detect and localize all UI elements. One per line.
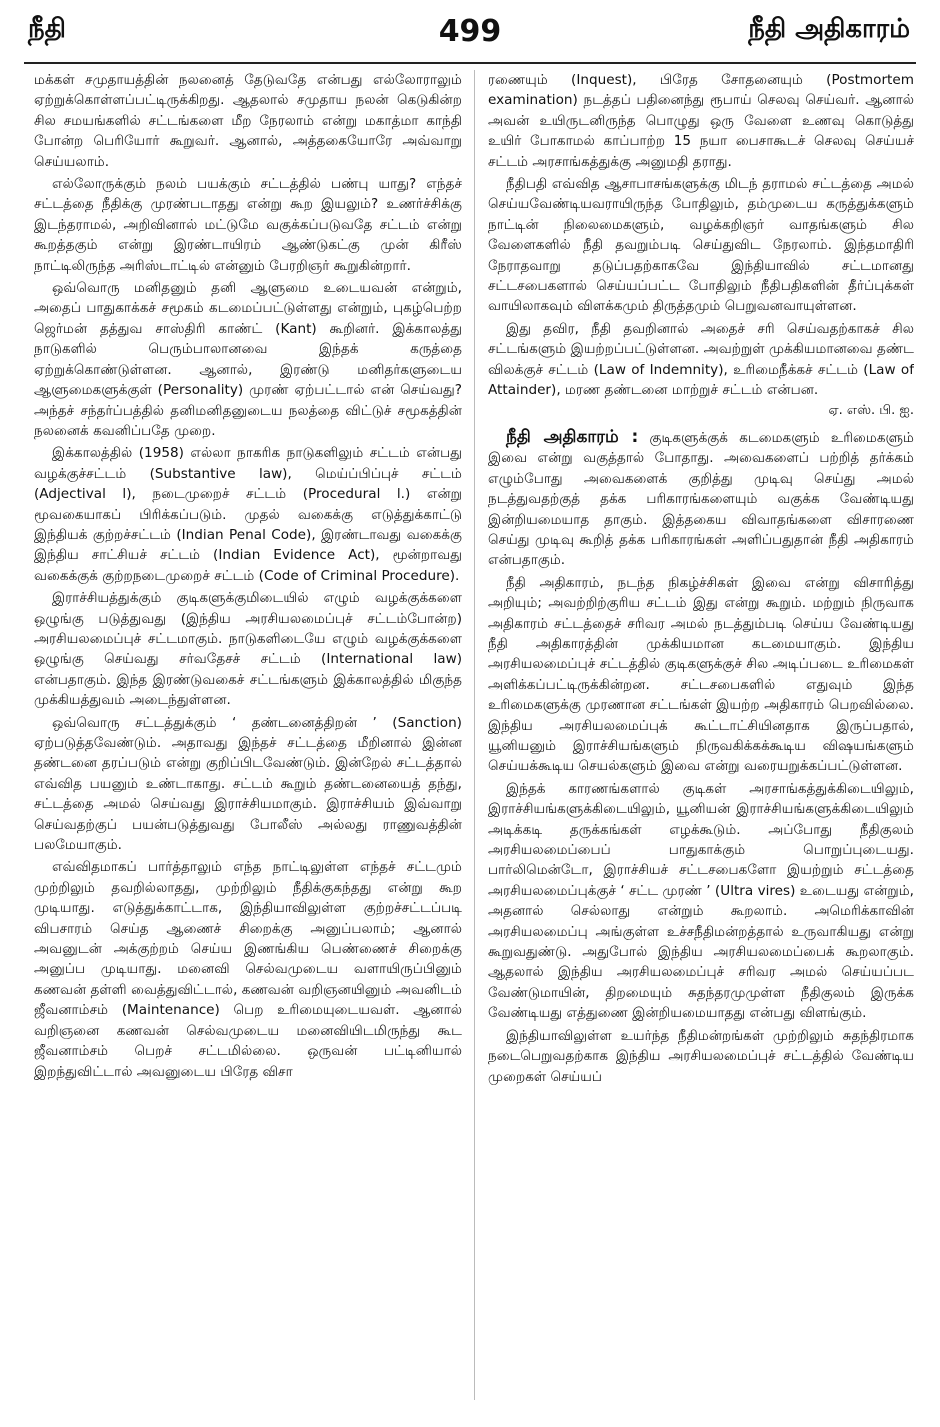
paragraph: இந்தக் காரணங்களால் குடிகள் அரசாங்கத்துக்கிடையிலும், இராச்சியங்களுக்கிடையிலும், யூனியன் இராச்சியங்களுக்கிடையிலும் அடிக்கடி தருக்கங்கள் எழக்கூடும். அப்போது நீதிகுலம் அரசியலமைப்பைப் பாதுகாக்கும் பொறுப்புடையது. பார்லிமென்டோ, இராச்சியச் சட்டசபைகளோ இயற்றும் சட்டத்தை அரசியலமைப்புக்குச் ‘ சட்ட முரண் ’ (Ultra vires) உடையது என்றும், அதனால் செல்லாது என்றும் கூறலாம். அமெரிக்காவின் அரசியலமைப்பு அங்குள்ள உச்சநீதிமன்றத்தால் உருவாகியது என்று கூறுவதுண்டு. அதுபோல் இந்திய அரசியலமைப்பைக் கூறலாகும். ஆதலால் இந்திய அரசியலமைப்புச் சரிவர அமல் செய்யப்பட வேண்டுமாயின், திறமையும் சுதந்தரமுமுள்ள நீதிகுலம் இருக்க வேண்டியது எத்துணை இன்றியமையாதது என்பது விளங்கும். <box>488 780 914 1022</box>
paragraph: இக்காலத்தில் (1958) எல்லா நாகரிக நாடுகளிலும் சட்டம் என்பது வழக்குச்சட்டம் (Substantive law), மெய்ப்பிப்புச் சட்டம் (Adjectival l), நடைமுறைச் சட்டம் (Procedural l.) என்று மூவகையாகப் பிரிக்கப்படும். முதல் வகைக்கு எடுத்துக்காட்டு இந்தியக் குற்றச்சட்டம் (Indian Penal Code), இரண்டாவது வகைக்கு இந்திய சாட்சியச் சட்டம் (Indian Evidence Act), மூன்றாவது வகைக்குக் குற்றநடைமுறைச் சட்டம் (Code of Criminal Procedure). <box>34 445 462 584</box>
paragraph: இராச்சியத்துக்கும் குடிகளுக்குமிடையில் எழும் வழக்குக்களை ஒழுங்கு படுத்துவது (இந்திய அரசியலமைப்புச் சட்டம்போன்ற) அரசியலமைப்புச் சட்டமாகும். நாடுகளிடையே எழும் வழக்குக்களை ஒழுங்கு செய்வது சர்வதேசச் சட்டம் (International law) என்பதாகும். இந்த இரண்டுவகைச் சட்டங்களும் இக்காலத்தில் மிகுந்த முக்கியத்துவம் அடைந்துள்ளன. <box>34 590 462 709</box>
header-rule <box>24 62 916 64</box>
section-paragraph <box>488 427 914 571</box>
left-column <box>34 70 462 1410</box>
paragraph: எல்லோருக்கும் நலம் பயக்கும் சட்டத்தில் பண்பு யாது? எந்தச் சட்டத்தை நீதிக்கு முரண்படாதது என்று கூற இயலும்? உணர்ச்சிக்கு இடந்தராமல், அறிவினால் மட்டுமே வகுக்கப்படுவதே சட்டம் என்று கூறத்தகும் என்று இரண்டாயிரம் ஆண்டுகட்கு முன் கிரீஸ் நாட்டிலிருந்த அரிஸ்டாட்டில் என்னும் பேரறிஞர் கூறுகின்றார். <box>34 176 462 274</box>
running-head-right: நீதி அதிகாரம் <box>748 14 910 44</box>
section-heading: நீதி அதிகாரம் : <box>506 426 639 447</box>
page-number: 499 <box>438 14 502 49</box>
paragraph: ரணையும் (Inquest), பிரேத சோதனையும் (Postmortem examination) நடத்தப் பதினைந்து ரூபாய் செலவு செய்வர். ஆனால் அவன் உயிருடனிருந்த பொழுது ஒரு வேளை உணவு கொடுத்து உயிர் போகாமல் காப்பாற்ற 15 நயா பைசாகூடச் செலவு செய்யச் சட்டம் அரசாங்கத்துக்கு அனுமதி தராது. <box>488 72 914 170</box>
paragraph: நீதிபதி எவ்வித ஆசாபாசங்களுக்கு மிடந் தராமல் சட்டத்தை அமல் செய்யவேண்டியவராயிருந்த போதிலும், தம்முடைய கருத்துக்களும் நாட்டின் நிலைமைகளும், வழக்கறிஞர் வாதங்களும் சில வேளைகளில் நீதி தவறும்படி செய்துவிட நேரலாம். இந்தமாதிரி நேராதவாறு தடுப்பதற்காகவே இந்தியாவில் சட்டமானது சட்டசபைகளால் செய்யப்பட்ட போதிலும் நீதிபதிகளின் தீர்ப்புக்கள் வாயிலாகவும் விளக்கமும் திருத்தமும் பெறுவனவாயுள்ளன. <box>488 176 914 315</box>
page-header <box>0 0 940 62</box>
paragraph: மக்கள் சமுதாயத்தின் நலனைத் தேடுவதே என்பது எல்லோராலும் ஏற்றுக்கொள்ளப்பட்டிருக்கிறது. ஆதலால் சமுதாய நலன் கெடுகின்ற சில சமயங்களில் சட்டங்களை மீற நேரலாம் என்று மகாத்மா காந்தி போன்ற பெரியோர் கூறுவர். ஆனால், அத்தகையோரே அவ்வாறு செய்யலாம். <box>34 72 462 170</box>
paragraph: ஒவ்வொரு சட்டத்துக்கும் ‘ தண்டனைத்திறன் ’ (Sanction) ஏற்படுத்தவேண்டும். அதாவது இந்தச் சட்டத்தை மீறினால் இன்ன தண்டனை தரப்படும் என்று குறிப்பிடவேண்டும். இன்றேல் சட்டத்தால் எவ்வித பயனும் உண்டாகாது. சட்டம் கூறும் தண்டனையைத் தந்து, சட்டத்தை அமல் செய்வது இராச்சியமாகும். இராச்சியம் இவ்வாறு செய்வதற்குப் பயன்படுத்துவது போலீஸ் அல்லது ராணுவத்தின் பலமேயாகும். <box>34 714 462 854</box>
paragraph: நீதி அதிகாரம், நடந்த நிகழ்ச்சிகள் இவை என்று விசாரித்து அறியும்; அவற்றிற்குரிய சட்டம் இது என்று கூறும். மற்றும் நிருவாக அதிகாரம் சட்டத்தைச் சரிவர அமல் நடத்தும்படி செய்ய வேண்டியது நீதி அதிகாரத்தின் முக்கியமான கடமையாகும். இந்திய அரசியலமைப்புச் சட்டத்தில் குடிகளுக்குச் சில அடிப்படை உரிமைகள் அளிக்கப்பட்டிருக்கின்றன. சட்டசபைகளில் எதுவும் இந்த உரிமைகளுக்கு முரணான சட்டங்கள் இயற்ற அதிகாரம் பெறவில்லை. இந்திய அரசியலமைப்புக் கூட்டாட்சியினதாக இருப்பதால், யூனியனும் இராச்சியங்களும் நிருவகிக்கக்கூடிய விஷயங்களும் செய்யக்கூடிய செயல்களும் இவை என்று வரையறுக்கப்பட்டுள்ளன. <box>488 574 914 775</box>
column-divider <box>474 70 475 1400</box>
paragraph: எவ்விதமாகப் பார்த்தாலும் எந்த நாட்டிலுள்ள எந்தச் சட்டமும் முற்றிலும் தவறில்லாதது, முற்றிலும் நீதிக்குகந்தது என்று கூற முடியாது. எடுத்துக்காட்டாக, இந்தியாவிலுள்ள குற்றச்சட்டப்படி விபசாரம் செய்த ஆணைச் சிறைக்கு அனுப்பலாம்; ஆனால் அவனுடன் அக்குற்றம் செய்ய இணங்கிய பெண்ணைச் சிறைக்கு அனுப்ப முடியாது. மனைவி செல்வமுடைய வளாயிருப்பினும் கணவன் தள்ளி வைத்துவிட்டால், கணவன் வறிஞனயினும் அவனிடம் ஜீவனாம்சம் (Maintenance) பெற உரிமையுடையவள். ஆனால் வறிஞனை கணவன் செல்வமுடைய மனைவியிடமிருந்து கூட ஜீவனாம்சம் பெறச் சட்டமில்லை. ஒருவன் பட்டினியால் இறந்துவிட்டால் அவனுடைய பிரேத விசா <box>34 859 462 1080</box>
paragraph: இந்தியாவிலுள்ள உயர்ந்த நீதிமன்றங்கள் முற்றிலும் சுதந்திரமாக நடைபெறுவதற்காக இந்திய அரசியலமைப்புச் சட்டத்தில் வேண்டிய முறைகள் செய்யப் <box>488 1027 914 1085</box>
author-signature: ஏ. எஸ். பி. ஐ. <box>828 402 914 418</box>
paragraph: ஒவ்வொரு மனிதனும் தனி ஆளுமை உடையவன் என்றும், அதைப் பாதுகாக்கச் சமூகம் கடமைப்பட்டுள்ளது என்றும், புகழ்பெற்ற ஜெர்மன் தத்துவ சாஸ்திரி காண்ட் (Kant) கூறினர். இக்காலத்து நாடுகளில் பெரும்பாலானவை இந்தக் கருத்தை ஏற்றுக்கொண்டுள்ளன. ஆனால், இரண்டு மனிதர்களுடைய ஆளுமைகளுக்குள் (Personality) முரண் ஏற்பட்டால் என் செய்வது? அந்தச் சந்தர்ப்பத்தில் தனிமனிதனுடைய நலத்தை விட்டுச் சமூகத்தின் நலனைக் கவனிப்பதே முறை. <box>34 280 462 439</box>
running-head-left: நீதி <box>28 14 66 44</box>
section-lead-text: குடிகளுக்குக் கடமைகளும் உரிமைகளும் இவை என்று வகுத்தால் போதாது. அவைகளைப் பற்றித் தர்க்கம் எழும்போது அவைகளைக் குறித்து முடிவு செய்து அமல் நடத்துவதற்குத் தக்க பரிகாரங்களையும் வகுக்க வேண்டியது இன்றியமையாத தாகும். இத்தகைய விவாதங்களை விசாரணை செய்து முடிவு கூறித் தக்க பரிகாரங்கள் அளிப்பதுதான் நீதி அதிகாரம் என்பதாகும். <box>488 429 914 569</box>
right-column <box>488 70 914 1410</box>
paragraph: இது தவிர, நீதி தவறினால் அதைச் சரி செய்வதற்காகச் சில சட்டங்களும் இயற்றப்பட்டுள்ளன. அவற்றுள் முக்கியமானவை தண்ட விலக்குச் சட்டம் (Law of Indemnity), உரிமைநீக்கச் சட்டம் (Law of Attainder), மரண தண்டனை மாற்றுச் சட்டம் என்பன. <box>488 320 914 399</box>
